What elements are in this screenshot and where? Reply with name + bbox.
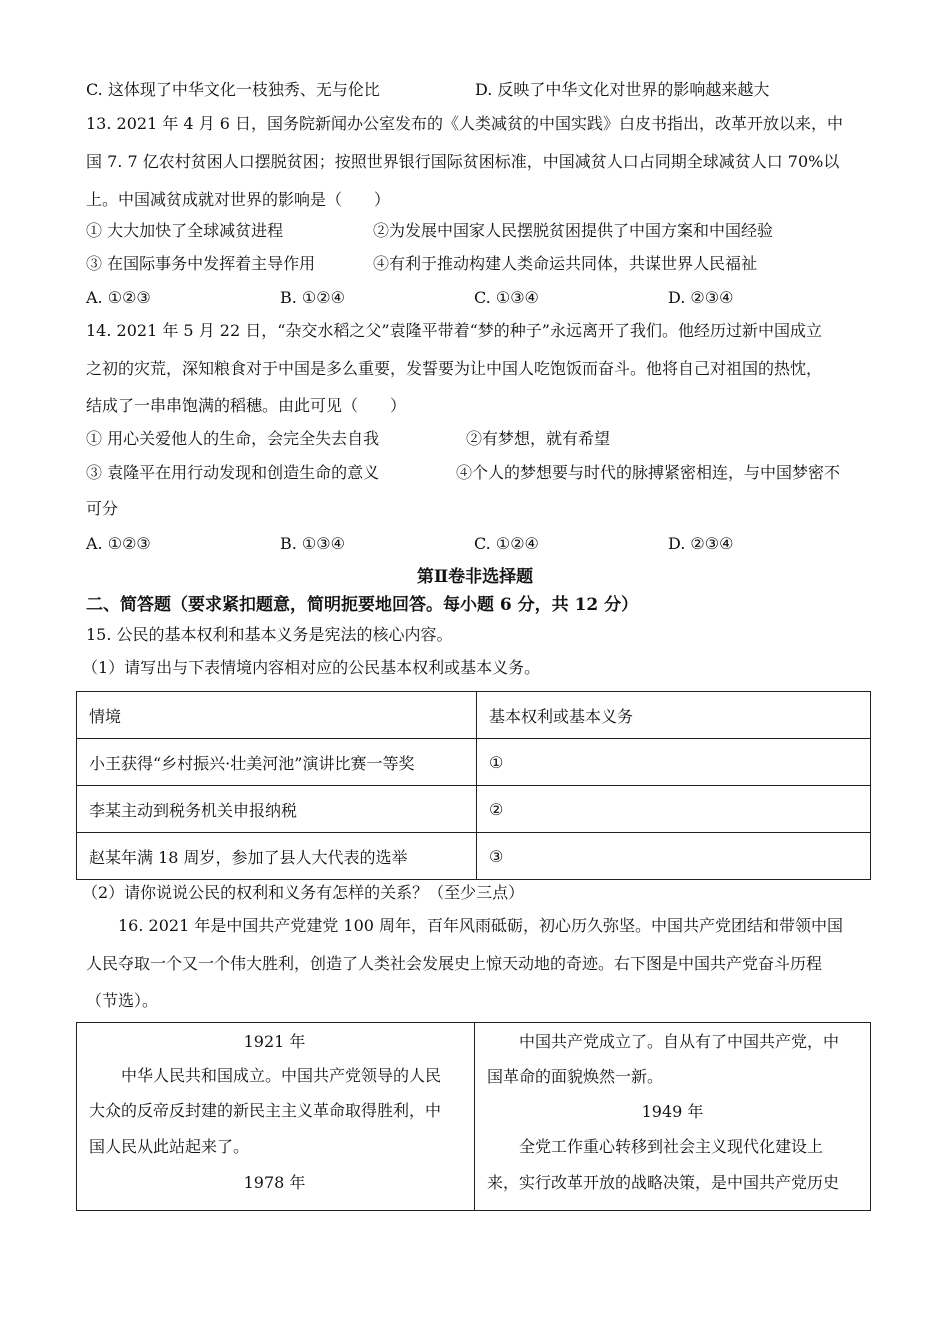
q14-option-c: C. ①②④ <box>474 534 539 553</box>
table-cell: 赵某年满 18 周岁，参加了县人大代表的选举 <box>77 833 477 880</box>
q13-stem-line1: 13. 2021 年 4 月 6 日，国务院新闻办公室发布的《人类减贫的中国实践》白皮书指出，改革开放以来，中 <box>86 114 844 133</box>
left-paragraph-line3: 国人民从此站起来了。 <box>89 1137 250 1156</box>
left-year-1978: 1978 年 <box>243 1173 306 1192</box>
table-header-cell: 基本权利或基本义务 <box>477 692 871 739</box>
q14-statement-4: ④个人的梦想要与时代的脉搏紧密相连，与中国梦密不 <box>456 463 841 482</box>
left-paragraph-line1: 中华人民共和国成立。中国共产党领导的人民 <box>121 1066 442 1085</box>
q14-stem-line2: 之初的灾荒，深知粮食对于中国是多么重要，发誓要为让中国人吃饱饭而奋斗。他将自己对祖国的热忱， <box>86 359 823 378</box>
q16-stem-line1: 16. 2021 年是中国共产党建党 100 周年，百年风雨砥砺，初心历久弥坚。中国共产党团结和带领中国 <box>118 916 844 935</box>
q15-part2: （2）请你说说公民的权利和义务有怎样的关系？（至少三点） <box>82 883 525 902</box>
q13-option-d: D. ②③④ <box>668 288 734 307</box>
table-header-row <box>77 692 871 739</box>
table-row <box>77 786 871 833</box>
left-paragraph-line2: 大众的反帝反封建的新民主主义革命取得胜利，中 <box>89 1101 442 1120</box>
q13-option-c: C. ①③④ <box>474 288 539 307</box>
q13-statement-4: ④有利于推动构建人类命运共同体，共谋世界人民福祉 <box>373 254 758 273</box>
q12-option-c: C. 这体现了中华文化一枝独秀、无与伦比 <box>86 80 380 99</box>
q13-option-a: A. ①②③ <box>86 288 151 307</box>
q13-statement-2: ②为发展中国家人民摆脱贫困提供了中国方案和中国经验 <box>373 221 774 240</box>
q16-stem-line3: （节选）。 <box>86 991 159 1010</box>
section-heading: 二、简答题（要求紧扣题意，简明扼要地回答。每小题 6 分，共 12 分） <box>86 595 639 615</box>
q13-stem-line2: 国 7. 7 亿农村贫困人口摆脱贫困；按照世界银行国际贫困标准，中国减贫人口占同期全球减贫人口 70%以 <box>86 152 840 171</box>
q13-option-b: B. ①②④ <box>280 288 345 307</box>
q16-stem-line2: 人民夺取一个又一个伟大胜利，创造了人类社会发展史上惊天动地的奇迹。右下图是中国共产党奋斗历程 <box>86 954 823 973</box>
q14-stem-line3: 结成了一串串饱满的稻穗。由此可见（ ） <box>86 396 407 415</box>
left-year-1921: 1921 年 <box>243 1032 306 1051</box>
q15-stem: 15. 公民的基本权利和基本义务是宪法的核心内容。 <box>86 625 453 644</box>
q13-stem-line3: 上。中国减贫成就对世界的影响是（ ） <box>86 190 391 209</box>
q16-timeline-box <box>76 1022 871 1211</box>
q12-option-d: D. 反映了中华文化对世界的影响越来越大 <box>475 80 770 99</box>
q14-option-b: B. ①③④ <box>280 534 345 553</box>
table-cell: 小王获得“乡村振兴·壮美河池”演讲比赛一等奖 <box>77 739 477 786</box>
section-title: 第Ⅱ卷非选择题 <box>416 567 534 587</box>
q14-statement-1: ① 用心关爱他人的生命，会完全失去自我 <box>86 429 380 448</box>
q14-statement-4-cont: 可分 <box>86 499 119 518</box>
table-cell: ① <box>477 739 871 786</box>
table-cell: ③ <box>477 833 871 880</box>
table-cell: ② <box>477 786 871 833</box>
right-paragraph-line3: 全党工作重心转移到社会主义现代化建设上 <box>519 1137 824 1156</box>
q13-statement-3: ③ 在国际事务中发挥着主导作用 <box>86 254 316 273</box>
right-year-1949: 1949 年 <box>641 1102 704 1121</box>
q14-stem-line1: 14. 2021 年 5 月 22 日，“杂交水稻之父”袁隆平带着“梦的种子”永远离开了我们。他经历过新中国成立 <box>86 321 822 340</box>
q14-option-a: A. ①②③ <box>86 534 151 553</box>
q14-statement-2: ②有梦想，就有希望 <box>466 429 611 448</box>
q15-part1: （1）请写出与下表情境内容相对应的公民基本权利或基本义务。 <box>82 658 541 677</box>
right-paragraph-line2: 国革命的面貌焕然一新。 <box>487 1067 664 1086</box>
right-paragraph-line4: 来，实行改革开放的战略决策，是中国共产党历史 <box>487 1173 840 1192</box>
q14-option-d: D. ②③④ <box>668 534 734 553</box>
table-cell: 李某主动到税务机关申报纳税 <box>77 786 477 833</box>
table-header-cell: 情境 <box>77 692 477 739</box>
table-row <box>77 833 871 880</box>
table-row <box>77 739 871 786</box>
right-paragraph-line1: 中国共产党成立了。自从有了中国共产党，中 <box>519 1032 840 1051</box>
q13-statement-1: ① 大大加快了全球减贫进程 <box>86 221 284 240</box>
q14-statement-3: ③ 袁隆平在用行动发现和创造生命的意义 <box>86 463 380 482</box>
q15-table <box>76 691 871 880</box>
